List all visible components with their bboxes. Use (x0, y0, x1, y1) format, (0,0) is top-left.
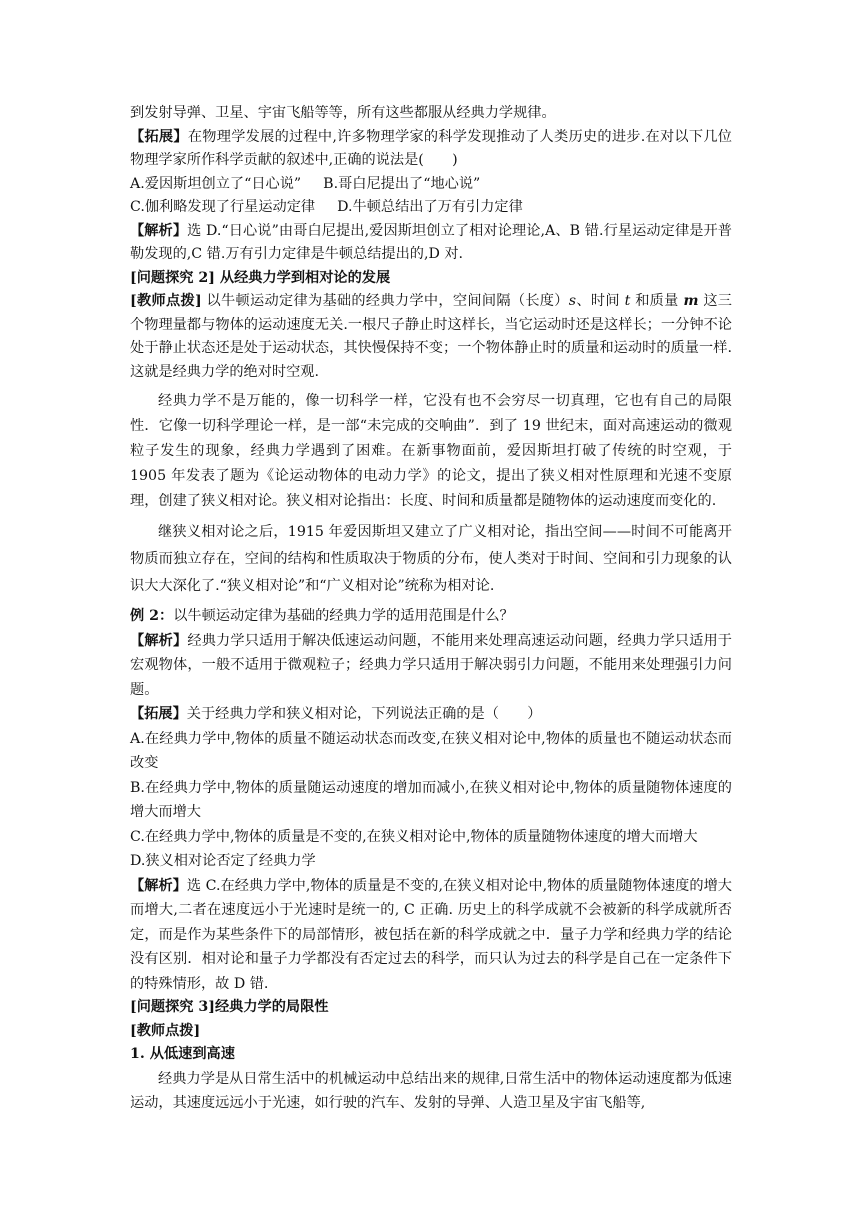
paragraph-general-relativity: 继狭义相对论之后，1915 年爱因斯坦又建立了广义相对论，指出空间——时间不可能离开物质而独立存在，空间的结构和性质取决于物质的分布，使人类对于时间、空间和引力现象的认识大大深化了.“狭义相对论”和“广义相对论”统称为相对论. (130, 524, 732, 594)
extension-text: 在物理学发展的过程中,许多物理学家的科学发现推动了人类历史的进步.在对以下几位物理学家所作科学贡献的叙述中,正确的说法是( ) (130, 128, 732, 168)
teacher-note-text: 、时间 (576, 293, 625, 309)
teacher-note-text: 这三个物理量都与物体的运动速度无关.一根尺子静止时这样长，当它运动时还是这样长；一分钟不论处于静止状态还是处于运动状态，其快慢保持不变；一个物体静止时的质量和运动时的质量一样.这就是经典力学的绝对时空观. (130, 293, 732, 380)
option-c: C.在经典力学中,物体的质量是不变的,在狭义相对论中,物体的质量随物体速度的增大而增大 (130, 828, 698, 845)
paragraph-limitations: 经典力学不是万能的，像一切科学一样，它没有也不会穷尽一切真理，它也有自己的局限性．它像一切科学理论一样，是一部“未完成的交响曲”．到了 19 世纪末，面对高速运动的微观粒子发生的现象，经典力学遇到了困难。在新事物面前，爱因斯坦打破了传统的时空观，于 1905 年发表了题为《论运动物体的电动力学》的论文，提出了狭义相对性原理和光速不变原理，创建了狭义相对论。狭义相对论指出：长度、时间和质量都是随物体的运动速度而变化的. (130, 393, 732, 509)
analysis-text: 选 D.“日心说”由哥白尼提出,爱因斯坦创立了相对论理论,A、B 错.行星运动定律是开普勒发现的,C 错.万有引力定律是牛顿总结提出的,D 对. (130, 222, 732, 262)
section-heading-problem-3: [问题探究 3]经典力学的局限性 (130, 999, 329, 1015)
analysis-tag: 【解析】 (130, 632, 188, 649)
options-row-cd (130, 196, 732, 220)
paragraph-low-speed: 经典力学是从日常生活中的机械运动中总结出来的规律,日常生活中的物体运动速度都为低速运动，其速度远远小于光速，如行驶的汽车、发射的导弹、人造卫星及宇宙飞船等, (130, 1070, 732, 1111)
teacher-note-text: 以牛顿运动定律为基础的经典力学中，空间间隔（长度） (201, 293, 569, 309)
extension-tag: 【拓展】 (130, 706, 187, 722)
option-a: A.在经典力学中,物体的质量不随运动状态而改变,在狭义相对论中,物体的质量也不随运动状态而改变 (130, 730, 732, 771)
analysis-1 (130, 220, 732, 267)
extension-question-2 (130, 702, 732, 727)
example-text: 以牛顿运动定律为基础的经典力学的适用范围是什么？ (173, 608, 514, 624)
extension-tag: 【拓展】 (130, 128, 188, 145)
analysis-2 (130, 629, 732, 703)
example-2 (130, 605, 732, 629)
var-s: s (568, 293, 577, 309)
option-d: D.狭义相对论否定了经典力学 (130, 853, 316, 869)
teacher-note-text: 和质量 (630, 293, 684, 309)
section-heading-problem-2: [问题探究 2] 从经典力学到相对论的发展 (130, 269, 391, 286)
options-row-ab (130, 173, 732, 197)
teacher-note-tag: [教师点拨] (130, 293, 202, 309)
extension-text: 关于经典力学和狭义相对论，下列说法正确的是（ ） (186, 706, 542, 722)
document-page (130, 102, 732, 1116)
var-m: m (683, 293, 699, 309)
extension-question-1 (130, 126, 732, 173)
option-b: B.哥白尼提出了“地心说” (323, 175, 481, 192)
teacher-note-tag: [教师点拨] (130, 1022, 201, 1039)
text-line: 到发射导弹、卫星、宇宙飞船等等，所有这些都服从经典力学规律。 (130, 105, 556, 121)
analysis-3 (130, 874, 732, 997)
teacher-note-2 (130, 290, 732, 384)
option-d: D.牛顿总结出了万有引力定律 (337, 199, 523, 215)
analysis-tag: 【解析】 (130, 877, 187, 894)
analysis-text: 选 C.在经典力学中,物体的质量是不变的,在狭义相对论中,物体的质量随物体速度的增大而增大,二者在速度远小于光速时是统一的, C 正确. 历史上的科学成就不会被新的科学成就所否定，而是作为某些条件下的局部情形，被包括在新的科学成就之中．量子力学和经典力学的结论没有区别．相对论和量子力学都没有否定过去的科学，而只认为过去的科学是自己在一定条件下的特殊情形，故 D 错. (130, 877, 732, 992)
analysis-tag: 【解析】 (130, 222, 188, 239)
var-t: t (624, 293, 631, 309)
example-tag: 例 2： (130, 608, 174, 624)
subsection-heading: 1. 从低速到高速 (130, 1046, 235, 1062)
option-a: A.爱因斯坦创立了“日心说” (130, 175, 302, 192)
option-b: B.在经典力学中,物体的质量随运动速度的增加而减小,在狭义相对论中,物体的质量随物体速度的增大而增大 (130, 779, 732, 820)
analysis-text: 经典力学只适用于解决低速运动问题，不能用来处理高速运动问题，经典力学只适用于宏观物体，一般不适用于微观粒子；经典力学只适用于解决弱引力问题，不能用来处理强引力问题。 (130, 632, 732, 698)
option-c: C.伽利略发现了行星运动定律 (130, 199, 316, 215)
